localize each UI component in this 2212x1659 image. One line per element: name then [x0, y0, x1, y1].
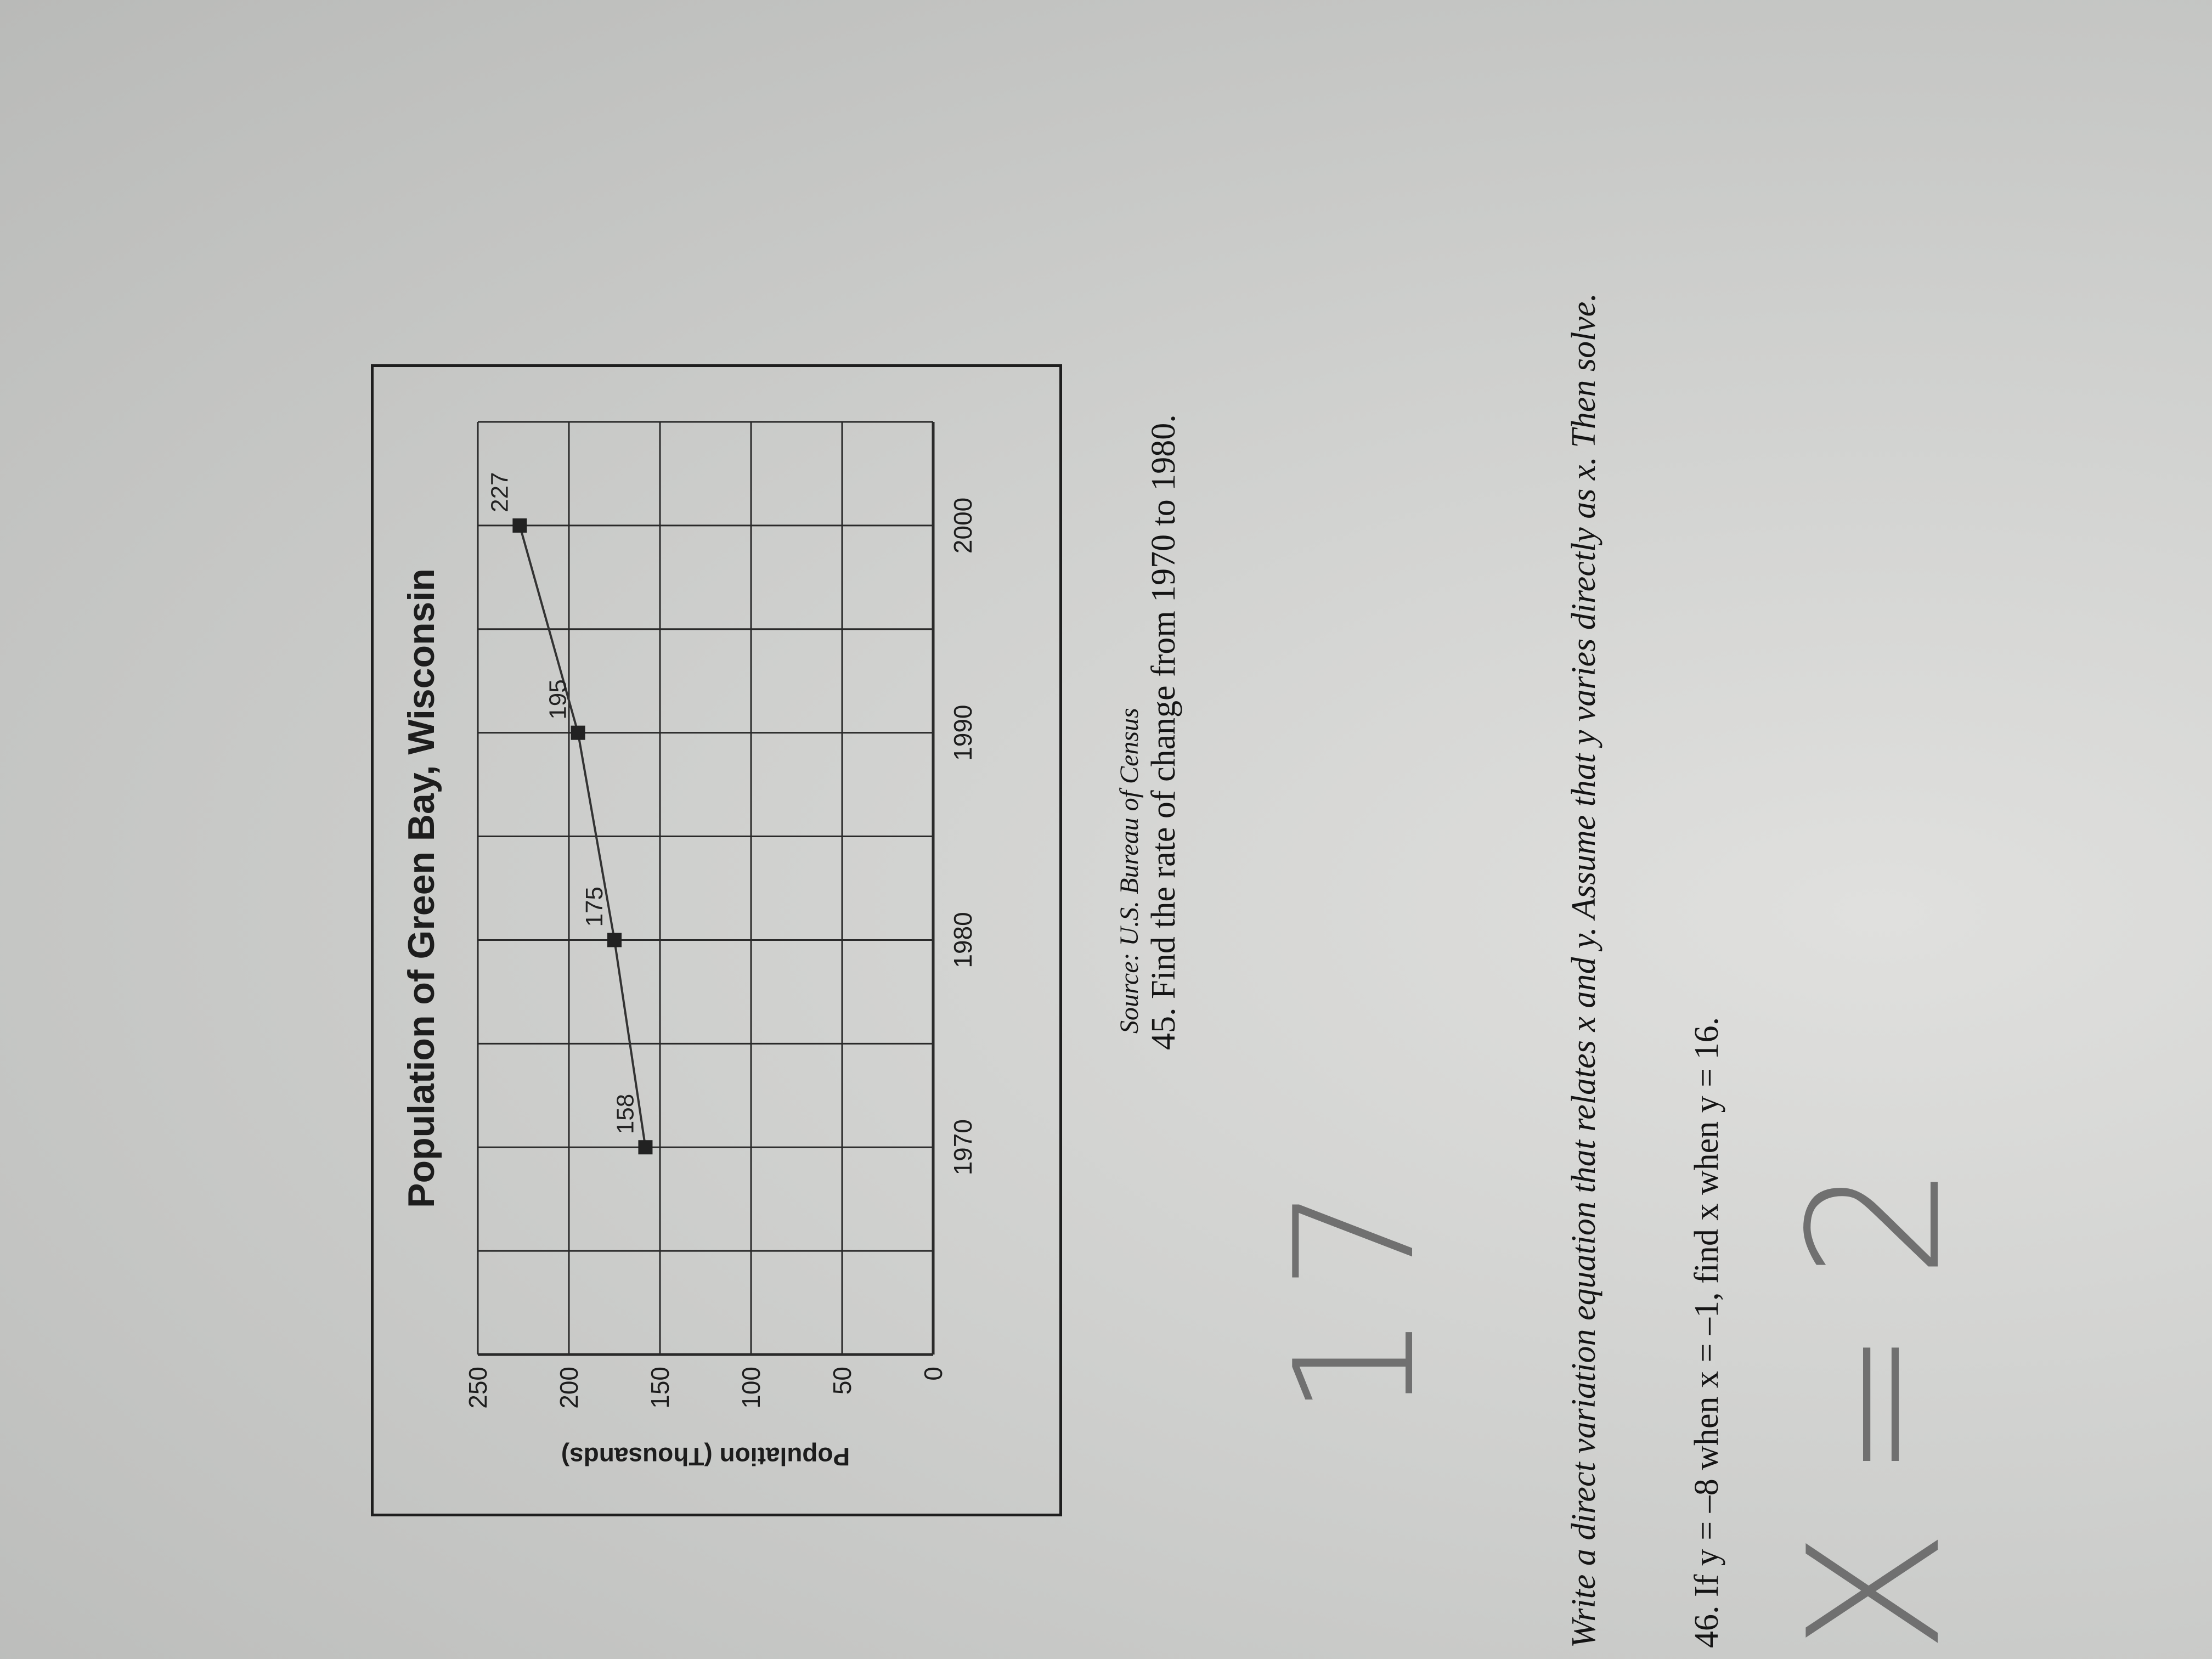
data-label: 158	[612, 1093, 639, 1135]
y-tick-label: 100	[737, 1367, 765, 1409]
y-tick-label: 250	[464, 1367, 492, 1409]
data-point-marker	[512, 518, 527, 533]
question-46: 46. If y = –8 when x = –1, find x when y = 16.	[1688, 1017, 1725, 1648]
question-45: 45. Find the rate of change from 1970 to 1980.	[1145, 414, 1182, 1050]
y-tick-label: 50	[828, 1367, 856, 1395]
data-point-marker	[638, 1140, 652, 1154]
x-tick-label: 1980	[949, 912, 977, 968]
data-label: 195	[544, 679, 572, 720]
data-point-marker	[607, 933, 622, 947]
data-label: 175	[581, 887, 608, 927]
x-tick-label: 1970	[949, 1119, 977, 1176]
data-label: 227	[486, 472, 514, 512]
chart-frame	[371, 364, 1062, 1516]
section-instructions: Write a direct variation equation that relates x and y. Assume that y varies directly as x. Then solve.	[1565, 293, 1602, 1648]
chart-title: Population of Green Bay, Wisconsin	[400, 568, 442, 1208]
y-axis-label: Population (Thousands)	[561, 1442, 850, 1471]
y-tick-label: 200	[555, 1367, 583, 1409]
data-point-marker	[571, 726, 585, 740]
x-tick-label: 2000	[949, 497, 977, 554]
x-tick-label: 1990	[949, 704, 977, 761]
y-tick-label: 0	[919, 1367, 947, 1381]
handwritten-answer-46: X=2	[1770, 1114, 1980, 1654]
chart-source: Source: U.S. Bureau of Census	[1115, 708, 1144, 1034]
worksheet-page	[119, 0, 2212, 1659]
handwritten-answer-45: 17	[1260, 1164, 1451, 1418]
population-line-chart	[374, 367, 1059, 1514]
y-tick-label: 150	[646, 1367, 674, 1409]
